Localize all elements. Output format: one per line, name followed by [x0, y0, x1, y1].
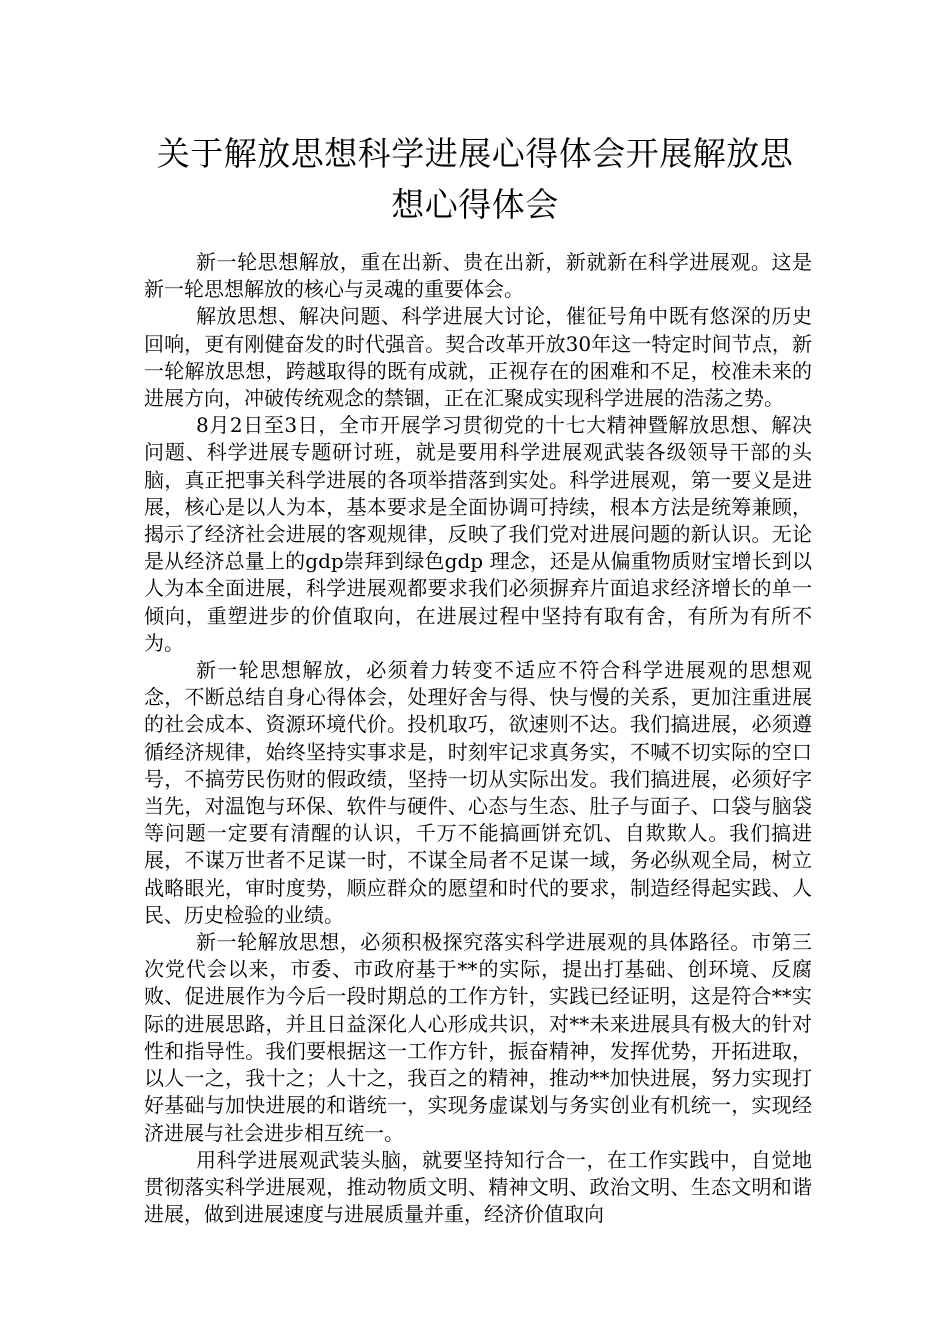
paragraph: 解放思想、解决问题、科学进展大讨论，催征号角中既有悠深的历史回响，更有刚健奋发的时代强音。契合改革开放30年这一特定时间节点，新一轮解放思想，跨越取得的既有成就，正视存在的困难和不足，校准未来的进展方向，冲破传统观念的禁锢，正在汇聚成实现科学进展的浩荡之势。: [144, 304, 812, 411]
paragraph: 新一轮思想解放，必须着力转变不适应不符合科学进展观的思想观念，不断总结自身心得体会，处理好舍与得、快与慢的关系，更加注重进展的社会成本、资源环境代价。投机取巧，欲速则不达。我们搞进展，必须遵循经济规律，始终坚持实事求是，时刻牢记求真务实，不喊不切实际的空口号，不搞劳民伤财的假政绩，坚持一切从实际出发。我们搞进展，必须好字当先，对温饱与环保、软件与硬件、心态与生态、肚子与面子、口袋与脑袋等问题一定要有清醒的认识，千万不能搞画饼充饥、自欺欺人。我们搞进展，不谋万世者不足谋一时，不谋全局者不足谋一域，务必纵观全局，树立战略眼光，审时度势，顺应群众的愿望和时代的要求，制造经得起实践、人民、历史检验的业绩。: [144, 658, 812, 927]
document-body: [144, 249, 812, 1228]
paragraph: 8月2日至3日，全市开展学习贯彻党的十七大精神暨解放思想、解决问题、科学进展专题研讨班，就是要用科学进展观武装各级领导干部的头脑，真正把事关科学进展的各项举措落到实处。科学进展观，第一要义是进展，核心是以人为本，基本要求是全面协调可持续，根本方法是统筹兼顾，揭示了经济社会进展的客观规律，反映了我们党对进展问题的新认识。无论是从经济总量上的gdp崇拜到绿色gdp 理念，还是从偏重物质财宝增长到以人为本全面进展，科学进展观都要求我们必须摒弃片面追求经济增长的单一倾向，重塑进步的价值取向，在进展过程中坚持有取有舍，有所为有所不为。: [144, 413, 812, 655]
paragraph: 新一轮解放思想，必须积极探究落实科学进展观的具体路径。市第三次党代会以来，市委、市政府基于**的实际，提出打基础、创环境、反腐败、促进展作为今后一段时期总的工作方针，实践已经证明，这是符合**实际的进展思路，并且日益深化人心形成共识，对**未来进展具有极大的针对性和指导性。我们要根据这一工作方针，振奋精神，发挥优势，开拓进取，以人一之，我十之；人十之，我百之的精神，推动**加快进展，努力实现打好基础与加快进展的和谐统一，实现务虚谋划与务实创业有机统一，实现经济进展与社会进步相互统一。: [144, 930, 812, 1145]
paragraph: 新一轮思想解放，重在出新、贵在出新，新就新在科学进展观。这是新一轮思想解放的核心与灵魂的重要体会。: [144, 250, 812, 302]
document-title: 关于解放思想科学进展心得体会开展解放思想心得体会: [156, 134, 794, 224]
paragraph: 用科学进展观武装头脑，就要坚持知行合一，在工作实践中，自觉地贯彻落实科学进展观，推动物质文明、精神文明、政治文明、生态文明和谐进展，做到进展速度与进展质量并重，经济价值取向: [144, 1147, 812, 1227]
